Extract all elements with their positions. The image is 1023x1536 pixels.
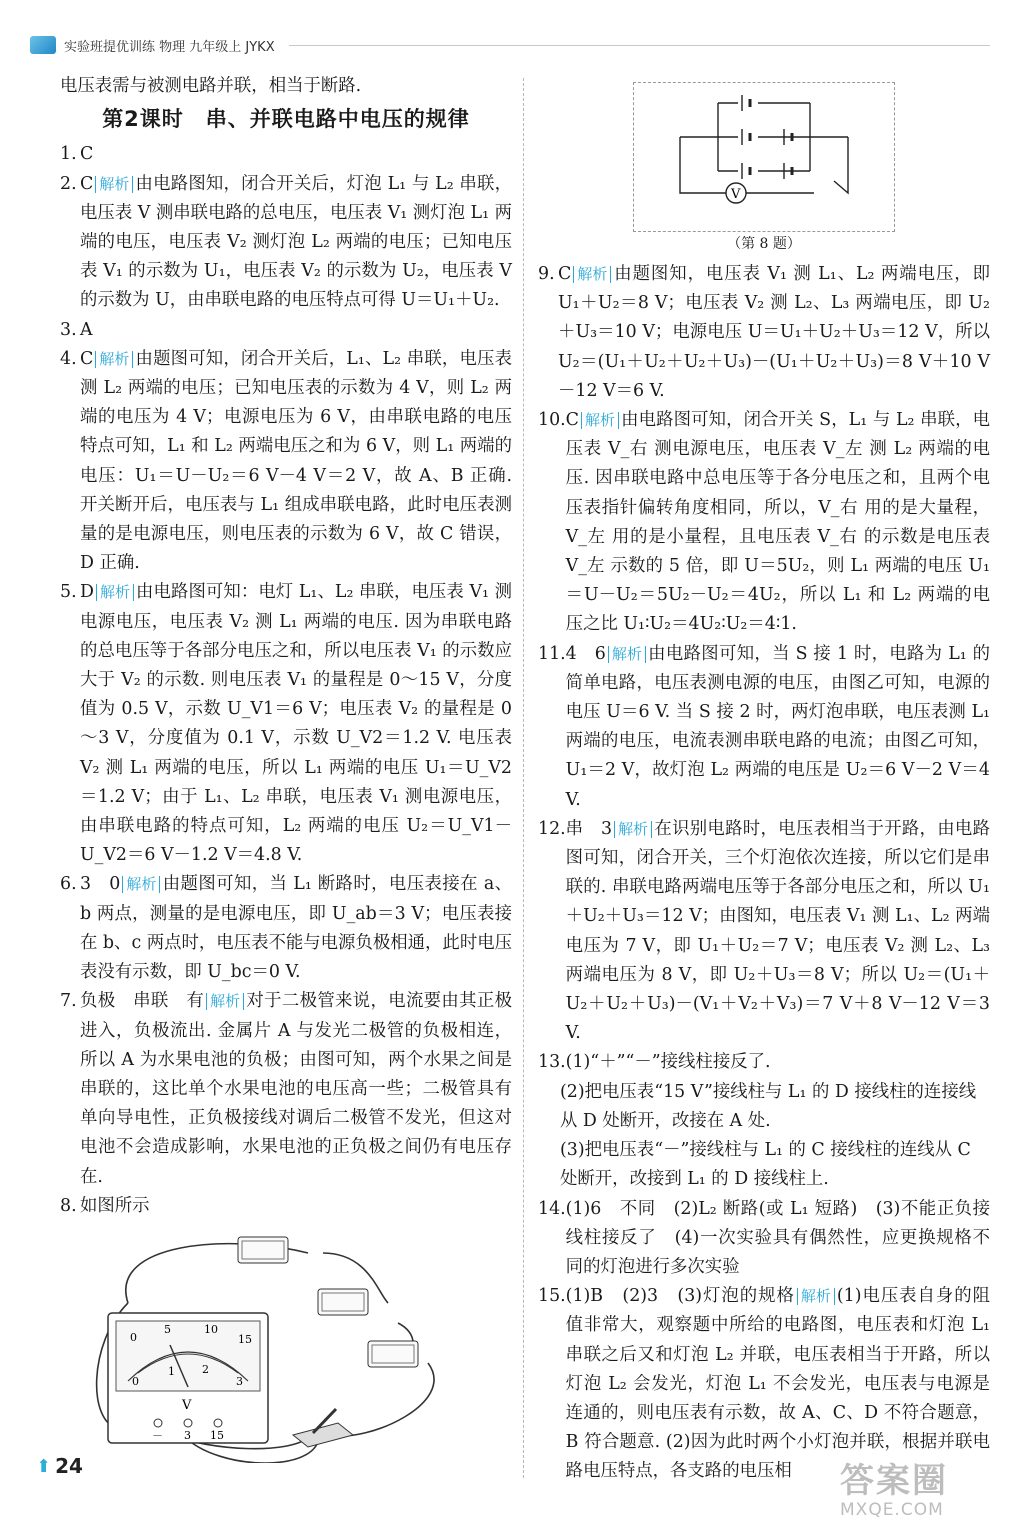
answer-body [566, 406, 990, 640]
answer-number: 7. [60, 991, 77, 1012]
answer-number: 14. [538, 1198, 566, 1219]
answer-text: (1)6 不同 (2)L₂ 断路(或 L₁ 短路) (3)不能正负接线柱接反了 (4)一次实验具有偶然性，应更换规格不同的灯泡进行多次实验 [565, 1198, 990, 1277]
analysis-tag: 解析 [614, 821, 652, 838]
voltmeter-icon [108, 1313, 268, 1443]
answer-subpart: (3)把电压表“－”接线柱与 L₁ 的 C 接线柱的连线从 C 处断开，改接到 L₁ 的 D 接线柱上. [560, 1140, 971, 1190]
answer-item [538, 1048, 990, 1077]
circuit-voltmeter-label: V [731, 187, 741, 202]
answer-number: 9. [538, 264, 555, 284]
answer-number: 8. [60, 1195, 77, 1216]
lesson-title: 第2课时 串、并联电路中电压的规律 [102, 107, 470, 132]
answer-body [566, 640, 990, 815]
answer-body [566, 1048, 990, 1077]
answer-item [538, 406, 990, 640]
answer-item [538, 1282, 990, 1486]
answer-item [60, 170, 512, 316]
analysis-tag: 解析 [573, 266, 611, 283]
answer-number: 15. [538, 1286, 566, 1307]
answer-text: 由题图可知，闭合开关后，L₁、L₂ 串联，电压表测 L₂ 两端的电压；已知电压表的示数为 4 V，则 L₂ 两端的电压为 4 V；电源电压为 6 V，由串联电路的电压特点可知，L₁ 和 L₂ 两端电压之和为 6 V，则 L₁ 两端的电压：U₁＝U－U₂＝6 V－4 V＝2 V，故 A、B 正确. 开关断开后，电压表与 L₁ 组成串联电路，此时电压表测量的是电源电压，则电压表的示数为 6 V，故 C 错误，D 正确. [80, 348, 512, 574]
answer-text: C [80, 144, 94, 165]
watermark-logo [840, 1462, 1000, 1522]
answer-choice: 4 6 [565, 643, 606, 664]
header-rule [289, 45, 990, 46]
answer-text: A [80, 319, 93, 340]
figure-q8-circuit [633, 82, 895, 232]
answer-text: 在识别电路时，电压表相当于开路，由电路图可知，闭合开关，三个灯泡依次连接，所以它们是串联的. 串联电路两端电压等于各部分电压之和，所以 U₁＋U₂＋U₃＝12 V；由图知，电压表 V₁ 测 L₁、L₂ 两端电压为 7 V，即 U₁＋U₂＝7 V；电压表 V₂ 测 L₂、L₃ 两端电压为 8 V，即 U₂＋U₃＝8 V；所以 U₂＝(U₁＋U₂＋U₂＋U₃)－(V₁＋V₂＋V₃)＝7 V＋8 V－12 V＝3 V. [565, 818, 990, 1044]
meter-top-15: 15 [238, 1332, 252, 1346]
answer-number: 2. [60, 173, 77, 194]
answer-choice: C [565, 410, 579, 431]
answer-choice: 串 3 [565, 818, 613, 839]
answer-choice: C [558, 264, 572, 284]
analysis-tag: 解析 [608, 646, 646, 663]
terminal-15: 15 [210, 1428, 224, 1442]
answer-item [60, 870, 512, 987]
analysis-tag: 解析 [96, 584, 134, 601]
answer-item [538, 640, 990, 815]
circuit-diagram [634, 83, 894, 231]
answer-item [60, 345, 512, 579]
meter-bottom-1: 1 [168, 1364, 175, 1378]
answer-text: 由电路图可知：电灯 L₁、L₂ 串联，电压表 V₁ 测电源电压，电压表 V₂ 测 L₁ 两端的电压. 因为串联电路的总电压等于各部分电压之和，所以电压表 V₁ 的示数应大于 V₂ 的示数. 则电压表 V₁ 的量程是 0～15 V，分度值为 0.5 V，示数 U_V1＝6 V；电压表 V₂ 的量程是 0～3 V，分度值为 0.1 V，示数 U_V2＝1.2 V. 电压表 V₂ 测 L₁ 两端的电压，所以 L₁ 两端的电压 U₁＝U_V2＝1.2 V；由于 L₁、L₂ 串联，电压表 V₁ 测电源电压，由串联电路的特点可知，L₂ 两端的电压 U₂＝U_V1－U_V2＝6 V－1.2 V＝4.8 V. [80, 582, 512, 866]
answer-text: 由电路图可知，当 S 接 1 时，电路为 L₁ 的简单电路，电压表测电源的电压，由图乙可知，电源的电压 U＝6 V. 当 S 接 2 时，两灯泡串联，电压表测 L₁ 两端的电压，电流表测串联电路的电流；由图乙可知，U₁＝2 V，故灯泡 L₂ 两端的电压是 U₂＝6 V－2 V＝4 V. [565, 643, 990, 810]
answer-number: 11. [538, 643, 566, 664]
answer-choice: C [80, 348, 94, 369]
answer-choice: (1)B (2)3 (3)灯泡的规格 [565, 1286, 795, 1307]
analysis-tag: 解析 [95, 351, 133, 368]
answer-body [80, 1192, 512, 1221]
answer-item [60, 578, 512, 870]
meter-bottom-2: 2 [202, 1362, 209, 1376]
answer-choice: C [80, 173, 94, 194]
answer-choice: D [80, 582, 94, 603]
answer-body [80, 870, 512, 987]
wiring-illustration [68, 1223, 468, 1463]
left-answer-list [60, 140, 512, 1221]
meter-top-0: 0 [130, 1330, 137, 1344]
answer-number: 10. [538, 410, 566, 431]
answer-body [566, 1282, 990, 1486]
watermark-line1: 答案圈 [840, 1461, 948, 1501]
meter-top-5: 5 [164, 1322, 171, 1336]
answer-number: 13. [538, 1052, 566, 1073]
answer-item [60, 987, 512, 1191]
answer-body [80, 345, 512, 579]
analysis-tag: 解析 [122, 876, 160, 893]
battery-box-2 [318, 1289, 368, 1315]
answer-body [80, 140, 512, 169]
answer-body [80, 578, 512, 870]
answer-text: 对于二极管来说，电流要由其正极进入，负极流出. 金属片 A 与发光二极管的负极相连，所以 A 为水果电池的负极；由图可知，两个水果之间是串联的，这比单个水果电池的电压高一些；二极管具有单向导电性，正负极接线对调后二极管不发光，但这对电池不会造成影响，水果电池的正负极之间仍有电压存在. [80, 991, 512, 1187]
answer-body [566, 815, 990, 1049]
answer-subpart: (2)把电压表“15 V”接线柱与 L₁ 的 D 接线柱的连接线从 D 处断开，改接在 A 处. [560, 1081, 977, 1131]
figure-q8-caption: （第 8 题） [727, 236, 801, 252]
analysis-tag: 解析 [206, 993, 244, 1010]
answer-item [538, 815, 990, 1049]
page-footer [36, 1454, 83, 1478]
answer-body [80, 316, 512, 345]
up-arrow-icon: ⬆ [36, 1455, 52, 1477]
meter-bottom-0: 0 [132, 1374, 139, 1388]
answer-item [60, 1192, 512, 1221]
answer-item [60, 316, 512, 345]
answer-text: (1)电压表自身的阻值非常大，观察题中所给的电路图，电压表和灯泡 L₁ 串联之后又和灯泡 L₂ 并联，电压表相当于开路，所以灯泡 L₂ 会发光，灯泡 L₁ 不会发光，电压表与电源是连通的，则电压表有示数，故 A、C、D 不符合题意，B 符合题意. (2)因为此时两个小灯泡并联，根据并联电路电压特点，各支路的电压相 [565, 1286, 991, 1482]
answer-number: 4. [60, 348, 77, 369]
answer-text: (1)“＋”“－”接线柱接反了. [565, 1052, 771, 1073]
left-column [60, 72, 512, 1463]
answer-text: 如图所示 [80, 1195, 150, 1216]
terminal-neg: － [152, 1428, 163, 1442]
right-answer-list [538, 260, 990, 1487]
answer-text: 由电路图可知，闭合开关 S，L₁ 与 L₂ 串联，电压表 V_右 测电源电压，电压表 V_左 测 L₂ 两端的电压. 因串联电路中总电压等于各分电压之和，且两个电压表指针偏转角度相同，所以，V_右 用的是大量程，V_左 用的是小量程，且电压表 V_右 的示数是电压表 V_左 示数的 5 倍，即 U＝5U₂，则 L₁ 两端的电压 U₁＝U－U₂＝5U₂－U₂＝4U₂，所以 L₁ 和 L₂ 两端的电压之比 U₁∶U₂＝4U₂∶U₂＝4∶1. [565, 410, 990, 635]
analysis-tag: 解析 [581, 412, 619, 429]
answer-item [538, 260, 990, 406]
terminal-3: 3 [184, 1428, 191, 1442]
header-text: 实验班提优训练 物理 九年级上 JYKX [64, 39, 275, 55]
answer-item [60, 140, 512, 169]
intro-line: 电压表需与被测电路并联，相当于断路. [60, 76, 362, 96]
battery-box-1 [238, 1237, 288, 1263]
page-number: 24 [55, 1454, 83, 1478]
meter-bottom-3: 3 [236, 1374, 243, 1388]
answer-body [566, 1195, 990, 1283]
answer-number: 1. [60, 144, 77, 165]
answer-choice: 负极 串联 有 [80, 991, 205, 1012]
figure-q8-wiring [68, 1223, 468, 1463]
answer-item [538, 1195, 990, 1283]
answer-number: 6. [60, 874, 77, 895]
answer-body [80, 987, 512, 1191]
answer-number: 3. [60, 319, 77, 340]
analysis-tag: 解析 [797, 1288, 835, 1305]
knife-switch-icon [293, 1409, 353, 1447]
page-header [30, 34, 990, 56]
book-logo-icon [30, 36, 56, 54]
meter-top-10: 10 [204, 1322, 218, 1336]
column-divider [523, 78, 524, 1478]
answer-body [558, 260, 990, 406]
answer-text: 由电路图知，闭合开关后，灯泡 L₁ 与 L₂ 串联，电压表 V 测串联电路的总电压，电压表 V₁ 测灯泡 L₁ 两端的电压，电压表 V₂ 测灯泡 L₂ 两端的电压；已知电压表 V₁ 的示数为 U₁，电压表 V₂ 的示数为 U₂，电压表 V 的示数为 U，由串联电路的电压特点可得 U＝U₁＋U₂. [80, 173, 512, 311]
answer-choice: 3 0 [80, 874, 121, 895]
watermark-line2: MXQE.COM [840, 1500, 944, 1520]
answer-number: 12. [538, 818, 566, 839]
answer-number: 5. [60, 582, 77, 603]
meter-unit: V [182, 1397, 192, 1413]
analysis-tag: 解析 [95, 176, 133, 193]
answer-text: 由题图可知，当 L₁ 断路时，电压表接在 a、b 两点，测量的是电源电压，即 U_ab＝3 V；电压表接在 b、c 两点时，电压表不能与电源负极相通，此时电压表没有示数，即 U_bc＝0 V. [80, 874, 512, 983]
battery-box-3 [368, 1341, 418, 1367]
answer-text: 由题图知，电压表 V₁ 测 L₁、L₂ 两端电压，即 U₁＋U₂＝8 V；电压表 V₂ 测 L₂、L₃ 两端电压，即 U₂＋U₃＝10 V；电源电压 U＝U₁＋U₂＋U₃＝12 V，所以 U₂＝(U₁＋U₂＋U₂＋U₃)－(U₁＋U₂＋U₃)＝8 V＋10 V－12 V＝6 V. [558, 264, 990, 401]
right-column [538, 72, 990, 1487]
answer-body [80, 170, 512, 316]
